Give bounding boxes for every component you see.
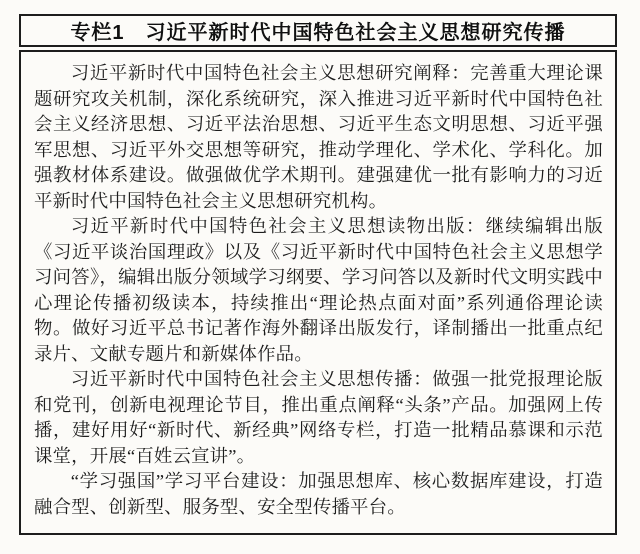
column-title: 专栏1 习近平新时代中国特色社会主义思想研究传播 (70, 22, 566, 44)
paragraph-readings-publication: 习近平新时代中国特色社会主义思想读物出版：继续编辑出版《习近平谈治国理政》以及《习近平新时代中国特色社会主义思想学习问答》，编辑出版分领域学习纲要、学习问答以及新时代文明实践中心理论传播初级读本，持续推出“理论热点面对面”系列通俗理论读物。做好习近平总书记著作海外翻译出版发行，译制播出一批重点纪录片、文献专题片和新媒体作品。 (34, 216, 603, 364)
paragraph-thought-dissemination: 习近平新时代中国特色社会主义思想传播：做强一批党报理论版和党刊，创新电视理论节目，推出重点阐释“头条”产品。加强网上传播，建好用好“新时代、新经典”网络专栏，打造一批精品慕课和示范课堂，开展“百姓云宣讲”。 (34, 369, 603, 466)
paragraph-xuexi-qiangguo-platform: “学习强国”学习平台建设：加强思想库、核心数据库建设，打造融合型、创新型、服务型、安全型传播平台。 (34, 471, 603, 517)
paragraph-research-interpretation: 习近平新时代中国特色社会主义思想研究阐释：完善重大理论课题研究攻关机制，深化系统研究，深入推进习近平新时代中国特色社会主义经济思想、习近平法治思想、习近平生态文明思想、习近平强军思想、习近平外交思想等研究，推动学理化、学术化、学科化。加强教材体系建设。做强做优学术期刊。建强建优一批有影响力的习近平新时代中国特色社会主义思想研究机构。 (34, 63, 603, 211)
column-body-box (19, 50, 617, 535)
column-title-box (19, 14, 617, 47)
